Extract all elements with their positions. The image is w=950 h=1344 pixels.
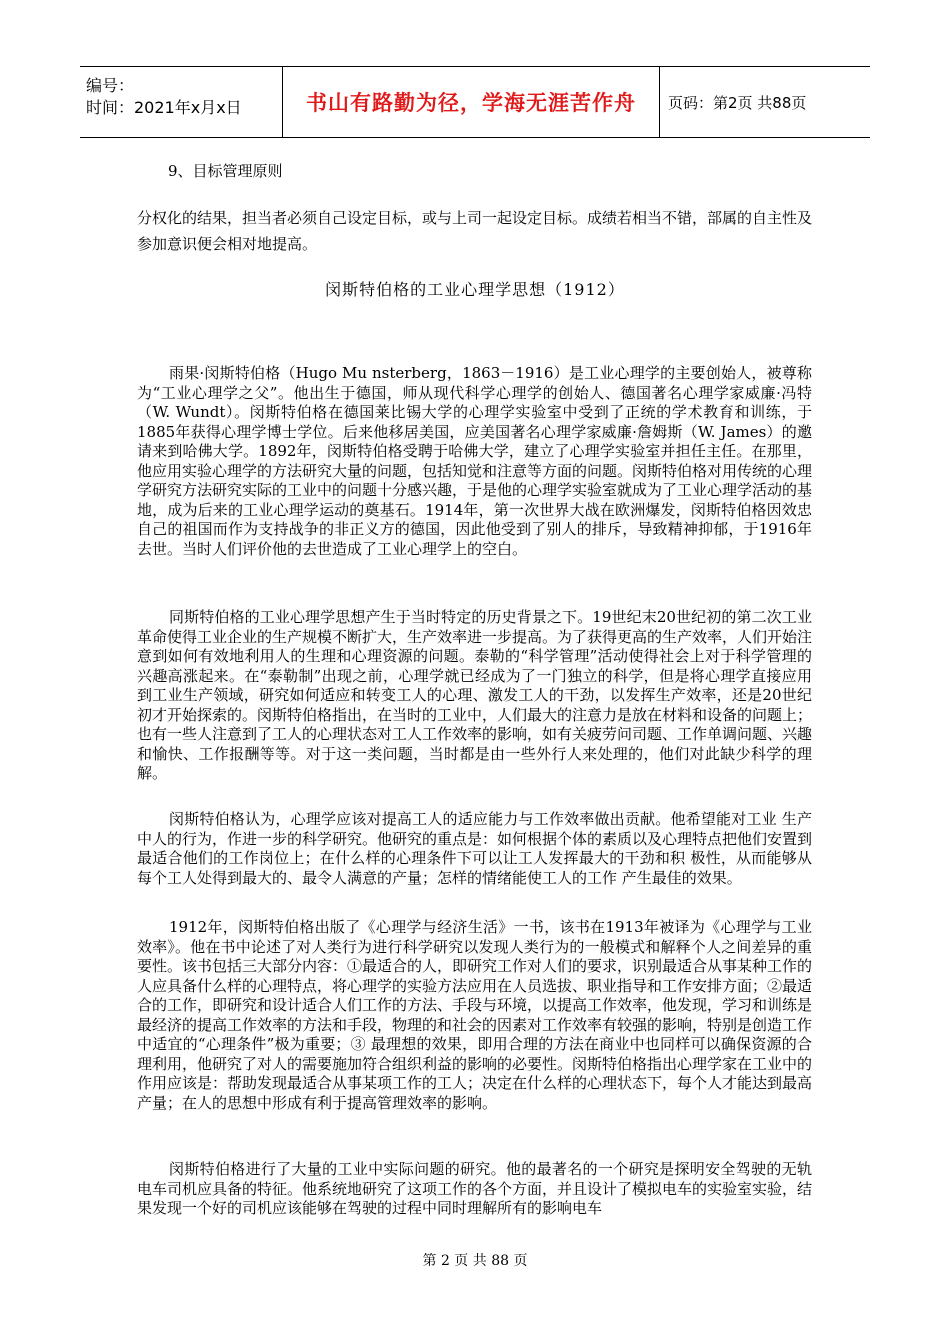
- header-meta: [80, 67, 282, 137]
- paragraph-5: [137, 1160, 812, 1219]
- intro-paragraph: 分权化的结果，担当者必须自己设定目标，或与上司一起设定目标。成绩若相当不错，部属的自主性及参加意识便会相对地提高。: [137, 209, 813, 253]
- page-header: [80, 66, 870, 138]
- paragraph-2: [137, 608, 812, 784]
- paragraph-text: 同斯特伯格的工业心理学思想产生于当时特定的历史背景之下。19世纪末20世纪初的第二次工业革命使得工业企业的生产规模不断扩大，生产效率进一步提高。为了获得更高的生产效率，人们开始注意到如何有效地利用人的生理和心理资源的问题。泰勒的“科学管理”活动使得社会上对于科学管理的兴趣高涨起来。在“泰勒制”出现之前，心理学就已经成为了一门独立的科学，但是将心理学直接应用到工业生产领域，研究如何适应和转变工人的心理、激发工人的干劲，以发挥生产效率，还是20世纪初才开始探索的。闵斯特伯格指出，在当时的工业中，人们最大的注意力是放在材料和设备的问题上；也有一些人注意到了工人的心理状态对工人工作效率的影响，如有关疲劳问司题、工作单调问题、兴趣和愉快、工作报酬等等。对于这一类问题，当时都是由一些外行人来处理的，他们对此缺少科学的理解。: [137, 608, 813, 782]
- paragraph-4: [137, 918, 812, 1113]
- header-motto: 书山有路勤为径，学海无涯苦作舟: [306, 91, 636, 115]
- page-footer: 第 2 页 共 88 页: [422, 1253, 528, 1269]
- paragraph-text: 雨果·闵斯特伯格（Hugo Mu nsterberg，1863－1916）是工业心理学的主要创始人，被尊称为“工业心理学之父”。他出生于德国，师从现代科学心理学的创始人、德国著名心理学家威廉·冯特（W. Wundt）。闵斯特伯格在德国莱比锡大学的心理学实验室中受到了正统的学术教育和训练，于1885年获得心理学博士学位。后来他移居美国，应美国著名心理学家威廉·詹姆斯（W. James）的邀请来到哈佛大学。1892年，闵斯特伯格受聘于哈佛大学，建立了心理学实验室并担任主任。在那里，他应用实验心理学的方法研究大量的问题，包括知觉和注意等方面的问题。闵斯特伯格对用传统的心理学研究方法研究实际的工业中的问题十分感兴趣，于是他的心理学实验室就成为了工业心理学活动的基地，成为后来的工业心理学运动的奠基石。1914年，第一次世界大战在欧洲爆发，闵斯特伯格因效忠自己的祖国而作为支持战争的非正义方的德国，因此他受到了别人的排斥，导致精神抑郁，于1916年去世。当时人们评价他的去世造成了工业心理学上的空白。: [137, 364, 813, 558]
- article-title: 闵斯特伯格的工业心理学思想（1912）: [325, 280, 625, 299]
- paragraph-1: [137, 364, 812, 559]
- header-date: 时间：2021年x月x日: [86, 98, 242, 117]
- header-page-info: 页码：第2页 共88页: [668, 93, 807, 112]
- section-heading: 9、目标管理原则: [168, 162, 283, 180]
- paragraph-text: 1912年，闵斯特伯格出版了《心理学与经济生活》一书，该书在1913年被译为《心理学与工业效率》。他在书中论述了对人类行为进行科学研究以发现人类行为的一般模式和解释个人之间差异的重要性。该书包括三大部分内容：①最适合的人，即研究工作对人们的要求，识别最适合从事某种工作的人应具备什么样的心理特点，将心理学的实验方法应用在人员选拔、职业指导和工作安排方面；②最适合的工作，即研究和设计适合人们工作的方法、手段与环境，以提高工作效率，他发现，学习和训练是最经济的提高工作效率的方法和手段，物理的和社会的因素对工作效率有较强的影响，特别是创造工作中适宜的“心理条件”极为重要；③ 最理想的效果，即用合理的方法在商业中也同样可以确保资源的合理利用，他研究了对人的需要施加符合组织利益的影响的必要性。闵斯特伯格指出心理学家在工业中的作用应该是：帮助发现最适合从事某项工作的工人；决定在什么样的心理状态下，每个人才能达到最高产量；在人的思想中形成有利于提高管理效率的影响。: [137, 918, 813, 1112]
- paragraph-text: 闵斯特伯格认为，心理学应该对提高工人的适应能力与工作效率做出贡献。他希望能对工业 生产中人的行为，作进一步的科学研究。他研究的重点是：如何根据个体的素质以及心理特点把他们安置到最适合他们的工作岗位上；在什么样的心理条件下可以让工人发挥最大的干劲和积 极性，从而能够从每个工人处得到最大的、最令人满意的产量；怎样的情绪能使工人的工作 产生最佳的效果。: [137, 810, 813, 887]
- header-number: 编号：: [86, 76, 135, 95]
- paragraph-3: [137, 810, 812, 888]
- header-motto-cell: [282, 67, 660, 137]
- paragraph-text: 闵斯特伯格进行了大量的工业中实际问题的研究。他的最著名的一个研究是探明安全驾驶的无轨电车司机应具备的特征。他系统地研究了这项工作的各个方面，并且设计了模拟电车的实验室实验，结果发现一个好的司机应该能够在驾驶的过程中同时理解所有的影响电车: [137, 1160, 813, 1217]
